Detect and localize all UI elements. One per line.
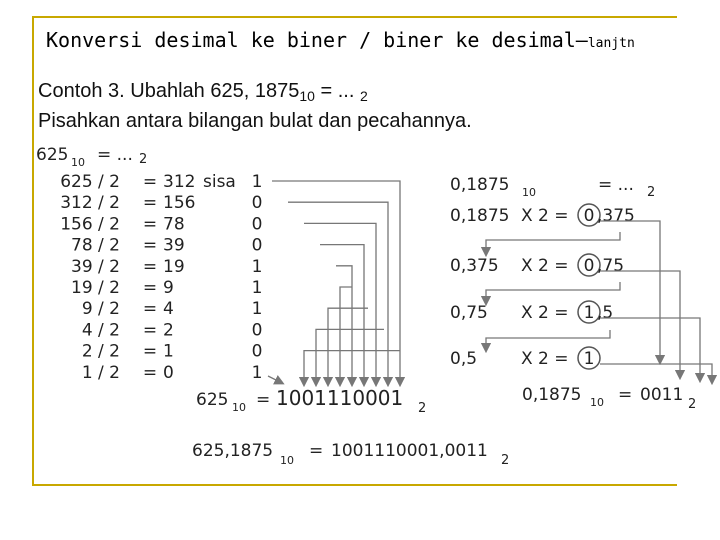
int-header-sub: 10 [71, 156, 85, 169]
division-quotient: 1 [163, 341, 174, 362]
final-base: 2 [501, 453, 510, 468]
division-remainder: 1 [251, 278, 263, 298]
division-eq: = [142, 278, 158, 298]
int-result-num: 625 [196, 390, 229, 410]
division-lhs: 156 / 2 [60, 214, 120, 235]
division-lhs: 78 / 2 [71, 235, 120, 256]
division-remainder: 0 [251, 320, 263, 341]
division-quotient: 39 [163, 235, 185, 256]
fraction-op: X 2 = [521, 256, 569, 276]
title-small: lanjtn [587, 36, 635, 51]
fraction-op: X 2 = [521, 206, 569, 226]
frac-header-eq: = ... [598, 175, 634, 195]
division-remainder: 1 [251, 362, 263, 383]
division-remainder: 0 [251, 214, 263, 235]
division-remainder: 1 [251, 256, 263, 277]
division-quotient: 4 [163, 299, 174, 320]
carry-arrow [486, 282, 620, 301]
frac-result-base: 2 [688, 397, 697, 412]
int-header-eq: = ... [97, 145, 133, 165]
carry-arrow [486, 232, 620, 252]
final-eq: = [309, 441, 324, 461]
division-lhs: 1 / 2 [81, 362, 120, 383]
remainder-arrow [328, 308, 368, 382]
division-quotient: 19 [163, 256, 185, 277]
frac-result-value: 0011 [640, 385, 684, 405]
division-eq: = [142, 362, 158, 383]
remainder-arrow [336, 266, 352, 382]
division-eq: = [142, 320, 158, 341]
fraction-remainder: ,5 [597, 303, 614, 323]
division-remainder: 0 [251, 235, 263, 256]
division-quotient: 156 [163, 193, 196, 214]
remainder-arrow [268, 376, 280, 382]
example-suffix: = ... [314, 80, 360, 102]
division-eq: = [142, 214, 158, 235]
division-eq: = [142, 256, 158, 277]
remainder-arrow [316, 329, 384, 382]
remainder-arrow [272, 181, 400, 382]
division-lhs: 2 / 2 [81, 341, 120, 362]
int-result-base: 2 [418, 401, 427, 416]
example-instruction: Pisahkan antara bilangan bulat dan pecahannya. [38, 110, 472, 132]
digit-arrow [600, 318, 700, 378]
fraction-int-digit: 0 [583, 256, 595, 276]
final-value: 1001110001,0011 [331, 441, 488, 461]
fraction-remainder: ,75 [597, 256, 625, 276]
fraction-int-digit: 0 [583, 206, 595, 226]
fraction-int-digit: 1 [583, 349, 595, 369]
fraction-op: X 2 = [521, 349, 569, 369]
division-quotient: 312 [163, 172, 196, 192]
division-eq: = [142, 341, 158, 362]
title-main: Konversi desimal ke biner / biner ke desimal– [46, 28, 588, 52]
division-remainder: 1 [251, 172, 263, 192]
division-eq: = [142, 299, 158, 320]
int-result-eq: = [256, 390, 271, 410]
fraction-lhs: 0,5 [450, 349, 478, 369]
int-header-num: 625 [36, 145, 69, 165]
division-lhs: 625 / 2 [60, 172, 120, 192]
frac-header-sub: 10 [522, 186, 536, 199]
frac-result-eq: = [618, 385, 633, 405]
division-remainder: 0 [251, 341, 263, 362]
division-quotient: 2 [163, 320, 174, 341]
division-lhs: 39 / 2 [71, 256, 120, 277]
fraction-lhs: 0,1875 [450, 206, 510, 226]
division-eq: = [142, 235, 158, 256]
division-quotient: 0 [163, 362, 174, 383]
division-remainder: 0 [251, 193, 263, 214]
division-lhs: 9 / 2 [81, 299, 120, 320]
division-remainder: 1 [251, 299, 263, 320]
fraction-lhs: 0,375 [450, 256, 499, 276]
division-eq: = [142, 193, 158, 214]
example-base: 2 [359, 88, 368, 104]
fraction-lhs: 0,75 [450, 303, 488, 323]
division-lhs: 19 / 2 [71, 278, 120, 298]
remainder-arrow [288, 202, 388, 382]
final-sub: 10 [280, 454, 294, 467]
fraction-op: X 2 = [521, 303, 569, 323]
division-sisa: sisa [203, 172, 236, 192]
fraction-int-digit: 1 [583, 303, 595, 323]
division-lhs: 312 / 2 [60, 193, 120, 214]
frac-header-num: 0,1875 [450, 175, 510, 195]
division-lhs: 4 / 2 [81, 320, 120, 341]
final-num: 625,1875 [192, 441, 274, 461]
digit-arrow [600, 364, 712, 380]
division-eq: = [142, 172, 158, 192]
example-sub: 10 [299, 88, 315, 104]
division-quotient: 78 [163, 214, 185, 235]
fraction-remainder: ,375 [597, 206, 635, 226]
frac-header-base: 2 [647, 185, 656, 200]
example-prefix: Contoh 3. Ubahlah 625, 1875 [38, 80, 300, 102]
frac-result-sub: 10 [590, 396, 604, 409]
carry-arrow [486, 330, 610, 348]
division-quotient: 9 [163, 278, 174, 298]
remainder-arrow [340, 287, 352, 382]
int-result-sub: 10 [232, 401, 246, 414]
int-result-value: 1001110001 [276, 386, 404, 410]
frac-result-num: 0,1875 [522, 385, 582, 405]
digit-arrow [600, 271, 680, 375]
int-header-base: 2 [139, 152, 148, 167]
